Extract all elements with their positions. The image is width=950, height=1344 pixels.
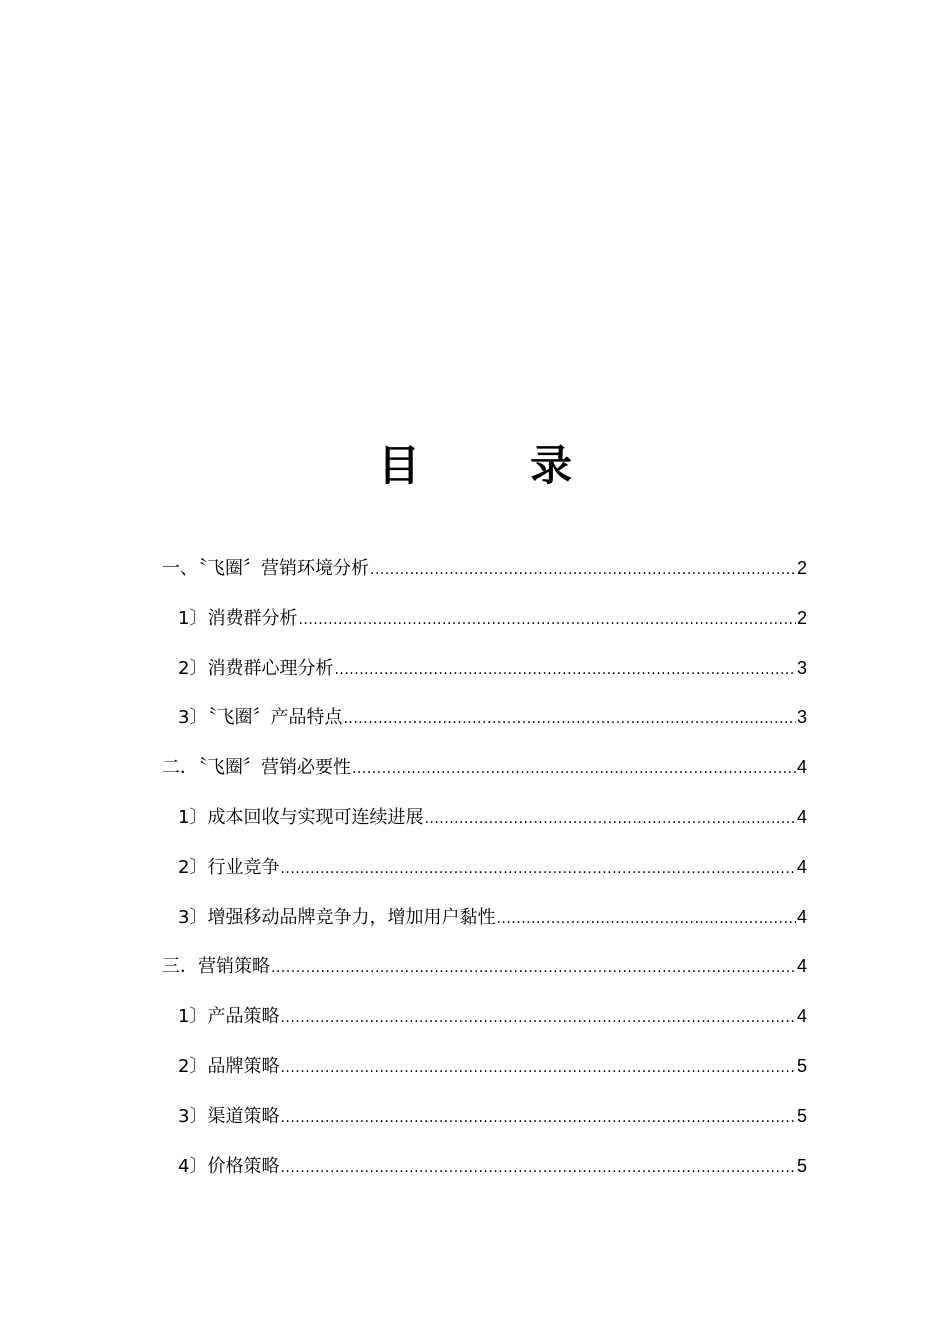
toc-entry-label: 二．〝飞圈〞营销必要性: [162, 757, 351, 779]
dot-leader: [298, 605, 796, 635]
toc-entry-3[interactable]: [162, 951, 807, 1001]
toc-entry-label: 1〕成本回收与实现可连续进展: [178, 806, 424, 828]
toc-entry-2-2[interactable]: [162, 852, 807, 902]
toc-entry-2-1[interactable]: [162, 802, 807, 852]
dot-leader: [424, 804, 796, 834]
toc-entry-label: 3〕渠道策略: [178, 1105, 280, 1127]
toc-entry-page: 3: [796, 657, 807, 678]
toc-title: 目 录: [377, 441, 606, 490]
toc-entry-1-2[interactable]: [162, 653, 807, 703]
toc-entry-label: 1〕消费群分析: [178, 607, 298, 629]
toc-entry-page: 4: [796, 806, 807, 827]
table-of-contents: [162, 553, 807, 1200]
toc-entry-label: 2〕行业竞争: [178, 856, 280, 878]
toc-entry-label: 3〕增强移动品牌竞争力，增加用户黏性: [178, 906, 496, 928]
dot-leader: [280, 1153, 796, 1183]
toc-entry-page: 3: [796, 707, 807, 728]
dot-leader: [280, 1003, 796, 1033]
toc-entry-page: 5: [796, 1055, 807, 1076]
dot-leader: [280, 1103, 796, 1133]
dot-leader: [352, 754, 796, 784]
dot-leader: [334, 655, 796, 685]
toc-entry-page: 4: [796, 856, 807, 877]
dot-leader: [271, 953, 796, 983]
toc-entry-page: 4: [796, 757, 807, 778]
toc-entry-label: 4〕价格策略: [178, 1155, 280, 1177]
toc-entry-3-2[interactable]: [162, 1051, 807, 1101]
toc-entry-3-1[interactable]: [162, 1001, 807, 1051]
toc-entry-2-3[interactable]: [162, 902, 807, 952]
toc-entry-page: 5: [796, 1105, 807, 1126]
dot-leader: [280, 1053, 796, 1083]
toc-entry-page: 2: [796, 607, 807, 628]
toc-entry-3-4[interactable]: [162, 1151, 807, 1201]
dot-leader: [343, 704, 796, 734]
toc-entry-page: 4: [796, 906, 807, 927]
dot-leader: [370, 555, 796, 585]
toc-entry-page: 5: [796, 1155, 807, 1176]
toc-entry-label: 一、〝飞圈〞营销环境分析: [162, 558, 369, 579]
toc-entry-page: 2: [796, 558, 807, 578]
toc-entry-1-3[interactable]: [162, 702, 807, 752]
toc-entry-label: 3〕〝飞圈〞产品特点: [178, 707, 343, 729]
toc-entry-label: 1〕产品策略: [178, 1006, 280, 1028]
toc-entry-2[interactable]: [162, 752, 807, 802]
toc-entry-label: 2〕品牌策略: [178, 1055, 280, 1077]
toc-entry-1-1[interactable]: [162, 603, 807, 653]
toc-entry-3-3[interactable]: [162, 1101, 807, 1151]
toc-entry-label: 三．营销策略: [162, 956, 270, 978]
toc-entry-page: 4: [796, 956, 807, 977]
toc-entry-page: 4: [796, 1006, 807, 1027]
dot-leader: [280, 854, 796, 884]
toc-entry-label: 2〕消费群心理分析: [178, 657, 334, 679]
dot-leader: [496, 904, 796, 934]
toc-entry-1[interactable]: [162, 553, 807, 603]
